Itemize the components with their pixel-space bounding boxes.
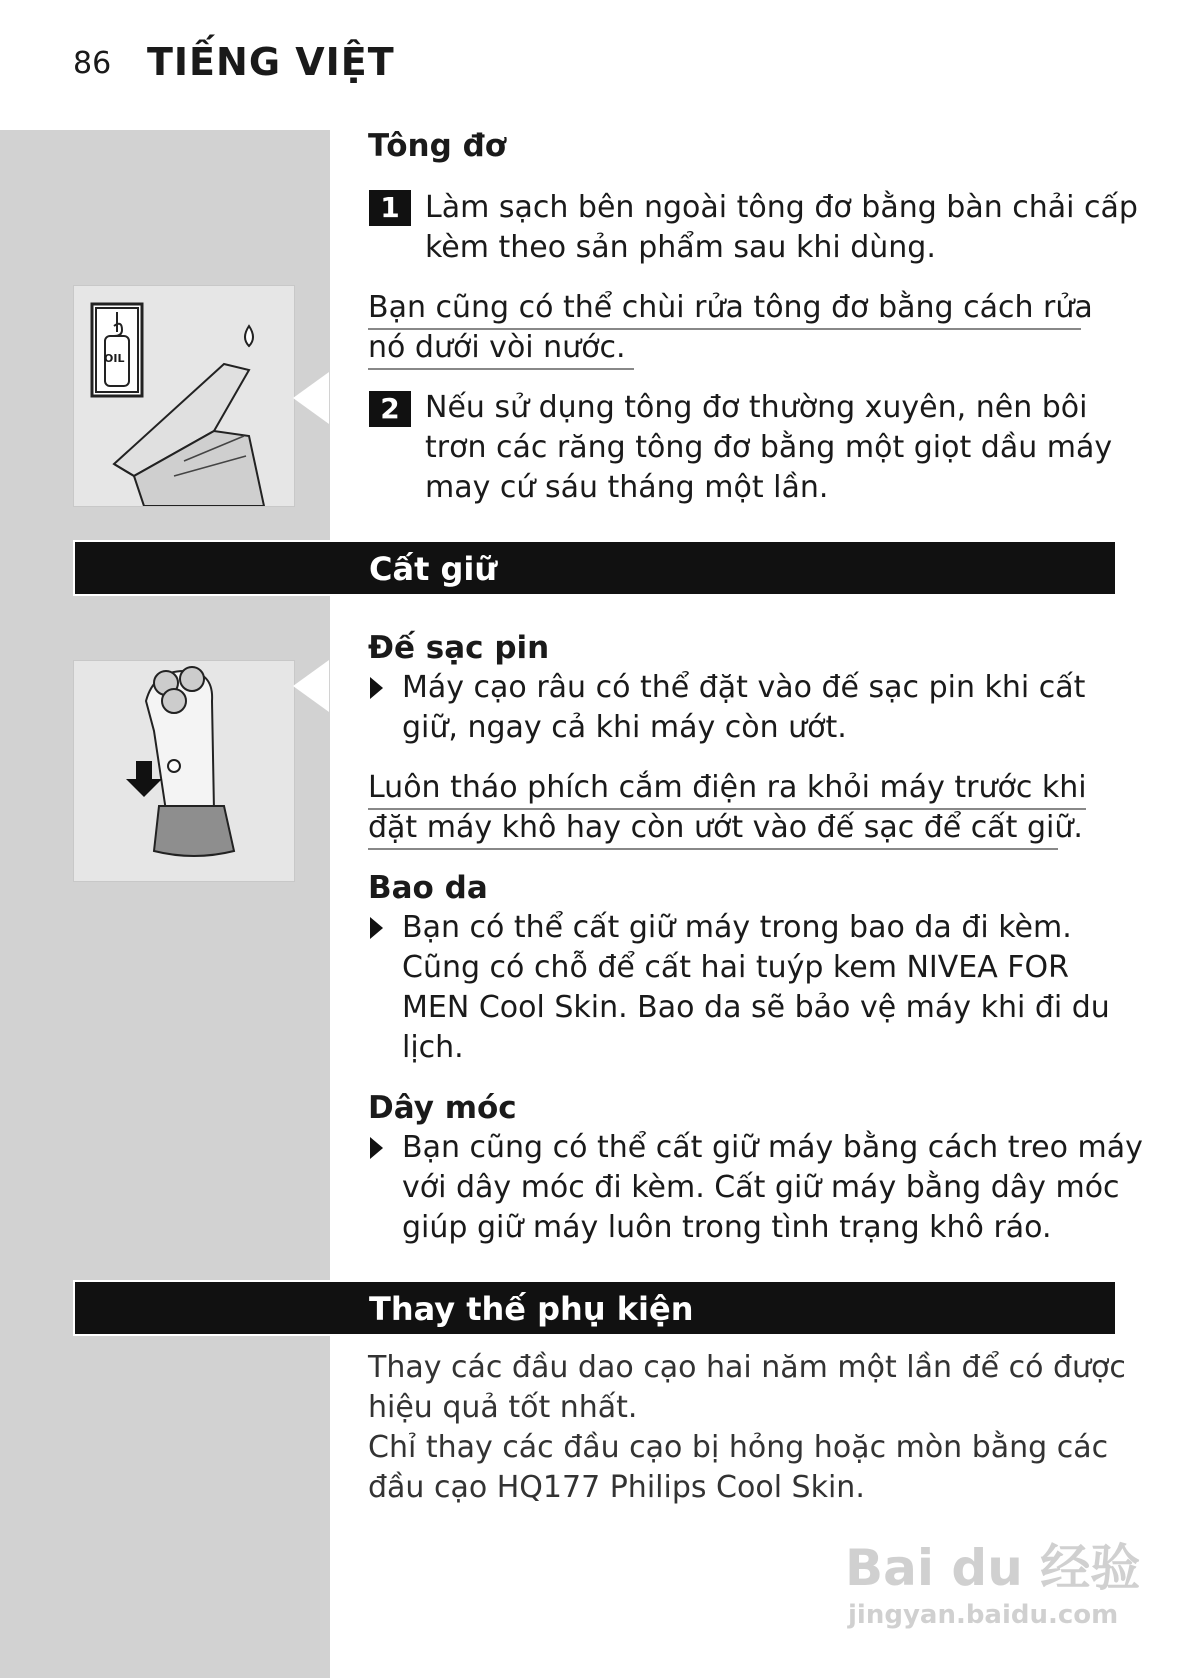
note-underline <box>368 848 1058 850</box>
step-1-line: kèm theo sản phẩm sau khi dùng. <box>425 230 936 265</box>
shaver-stand-illustration <box>73 660 295 882</box>
bullet-line: MEN Cool Skin. Bao da sẽ bảo vệ máy khi đi du <box>402 990 1110 1025</box>
bullet-line: Máy cạo râu có thể đặt vào đế sạc pin khi cất <box>402 670 1086 705</box>
step-2-line: Nếu sử dụng tông đơ thường xuyên, nên bôi <box>425 390 1088 425</box>
step-1-text <box>425 188 1138 268</box>
clipper-heading: Tông đơ <box>368 128 507 164</box>
step-2-text <box>425 388 1112 508</box>
note-line: đặt máy khô hay còn ướt vào đế sạc để cất giữ. <box>368 810 1083 845</box>
watermark-cn: 经验 <box>1040 1539 1141 1597</box>
bullet-line: Bạn cũng có thể cất giữ máy bằng cách treo máy <box>402 1130 1143 1165</box>
note-underline <box>368 808 1086 810</box>
baidu-watermark-url: jingyan.baidu.com <box>848 1600 1119 1630</box>
cord-heading: Dây móc <box>368 1090 517 1126</box>
bullet-icon <box>370 677 383 699</box>
step-2-badge: 2 <box>369 391 411 427</box>
step-1-line: Làm sạch bên ngoài tông đơ bằng bàn chải cấp <box>425 190 1138 225</box>
page-title: TIẾNG VIỆT <box>147 40 395 84</box>
note-line: Bạn cũng có thể chùi rửa tông đơ bằng cách rửa <box>368 290 1093 325</box>
replacement-line: Chỉ thay các đầu cạo bị hỏng hoặc mòn bằng các <box>368 1430 1109 1465</box>
pointer-arrow <box>293 660 329 712</box>
bullet-icon <box>370 1137 383 1159</box>
note-underline <box>368 328 1081 330</box>
pointer-arrow <box>293 372 329 424</box>
clipper-oil-illustration <box>73 285 295 507</box>
bullet-line: Bạn có thể cất giữ máy trong bao da đi kèm. <box>402 910 1072 945</box>
shaver-on-stand-drawing <box>74 661 294 881</box>
bullet-line: giữ, ngay cả khi máy còn ướt. <box>402 710 847 745</box>
bullet-line: với dây móc đi kèm. Cất giữ máy bằng dây móc <box>402 1170 1120 1205</box>
replacement-section-bar <box>75 1282 1115 1334</box>
bullet-icon <box>370 917 383 939</box>
note-line: nó dưới vòi nước. <box>368 330 626 365</box>
note-underline <box>368 368 634 370</box>
step-1-badge: 1 <box>369 190 411 226</box>
step-2-line: may cứ sáu tháng một lần. <box>425 470 829 505</box>
stand-bullet-text <box>402 668 1085 748</box>
note-line: Luôn tháo phích cắm điện ra khỏi máy trước khi <box>368 770 1087 805</box>
bullet-line: lịch. <box>402 1030 464 1065</box>
clipper-oil-drawing <box>74 286 294 506</box>
pouch-bullet-text <box>402 908 1110 1068</box>
step-2-line: trơn các răng tông đơ bằng một giọt dầu máy <box>425 430 1113 465</box>
pouch-heading: Bao da <box>368 870 488 906</box>
cord-bullet-text <box>402 1128 1143 1248</box>
page-number: 86 <box>73 46 112 81</box>
storage-section-bar <box>75 542 1115 594</box>
stand-heading: Đế sạc pin <box>368 630 550 666</box>
oil-label: OIL <box>104 352 125 365</box>
storage-bar-title: Cất giữ <box>369 550 498 588</box>
replacement-text <box>368 1348 1126 1508</box>
bullet-line: giúp giữ máy luôn trong tình trạng khô ráo. <box>402 1210 1052 1245</box>
watermark-brand: Bai du <box>845 1539 1023 1597</box>
replacement-line: đầu cạo HQ177 Philips Cool Skin. <box>368 1470 865 1505</box>
replacement-bar-title: Thay thế phụ kiện <box>369 1290 694 1328</box>
replacement-line: hiệu quả tốt nhất. <box>368 1390 638 1425</box>
replacement-line: Thay các đầu dao cạo hai năm một lần để có được <box>368 1350 1126 1385</box>
baidu-watermark-logo <box>845 1528 1140 1600</box>
bullet-line: Cũng có chỗ để cất hai tuýp kem NIVEA FOR <box>402 950 1069 985</box>
